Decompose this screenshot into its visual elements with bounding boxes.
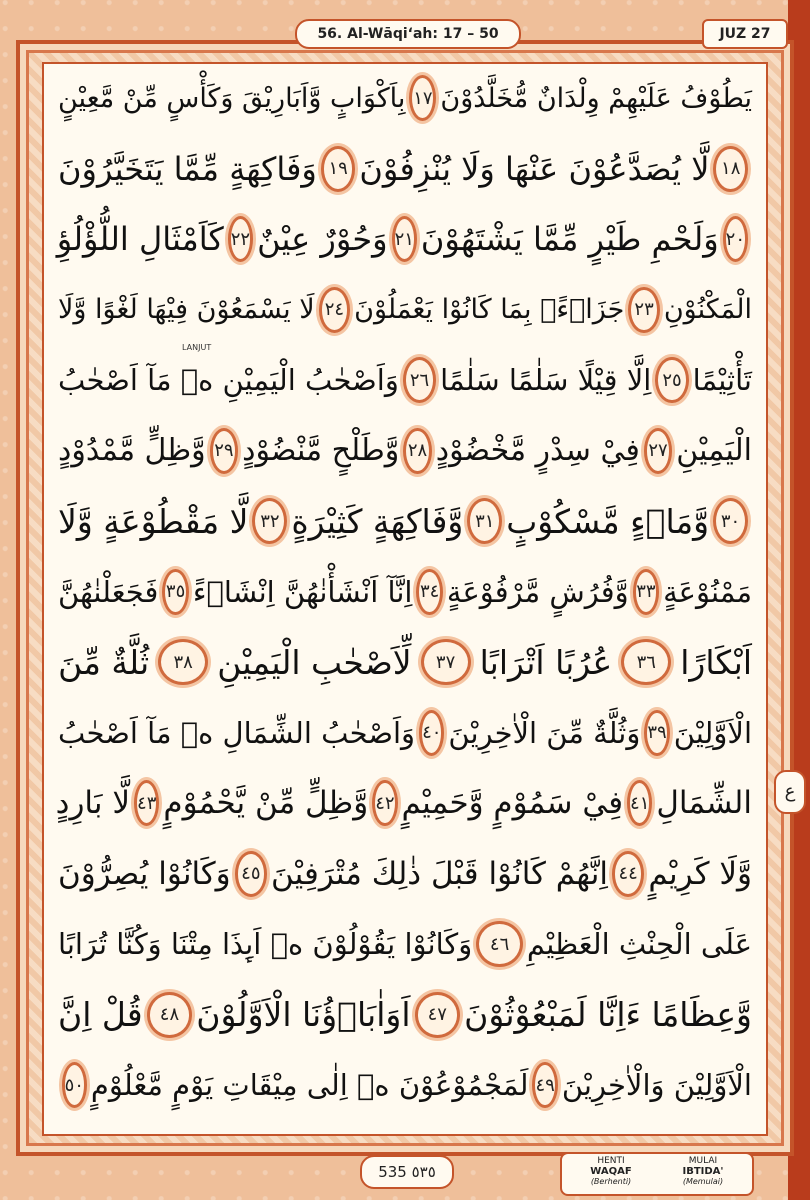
legend-henti: HENTI xyxy=(597,1156,625,1166)
verse-line xyxy=(58,1049,752,1121)
verse-text: عَلَى الْحِنْثِ الْعَظِيْمِ xyxy=(526,927,752,961)
page-number xyxy=(360,1155,454,1189)
ayah-number-marker: ٣٩ xyxy=(644,710,669,756)
verse-text: وَلَحْمِ طَيْرٍ مِّمَّا يَشْتَهُوْنَ xyxy=(420,220,719,258)
verse-text: عُرُبًا اَتْرَابًا xyxy=(479,642,613,682)
legend-waqaf xyxy=(566,1156,656,1186)
ayah-number-marker: ٣٥ xyxy=(162,569,188,615)
verse-text: اَبْكَارًا xyxy=(680,642,752,682)
ayah-number-marker: ٤٢ xyxy=(372,780,397,826)
ayah-number-marker: ٣٣ xyxy=(633,569,659,615)
verse-line xyxy=(58,485,752,557)
ayah-number-marker: ٢٨ xyxy=(403,428,431,474)
ayah-number-marker: ٤٦ xyxy=(476,921,523,967)
verse-line xyxy=(55,767,752,839)
verse-text: كَاَمْثَالِ اللُّؤْلُؤِ xyxy=(56,220,224,258)
page-number-arabic: ٥٣٥ xyxy=(411,1163,436,1181)
verse-text: لَا يَسْمَعُوْنَ فِيْهَا لَغْوًا وَّلَا xyxy=(58,294,315,325)
verse-line xyxy=(58,838,752,910)
verse-text: وَكَانُوْا يَقُوْلُوْنَ ەۙ اَىِٕذَا مِتْنَا وَكُنَّا تُرَابًا xyxy=(58,927,473,961)
ayah-number-marker: ٤٣ xyxy=(134,780,159,826)
verse-text: اِلَّا قِيْلًا سَلٰمًا سَلٰمًا xyxy=(440,363,652,397)
ayah-number-marker: ٢٩ xyxy=(210,428,238,474)
ayah-number-marker: ٣٠ xyxy=(713,498,748,544)
verse-line xyxy=(58,979,752,1051)
ayah-number-marker: ١٨ xyxy=(713,146,748,192)
legend-waqaf-title: WAQAF xyxy=(590,1166,632,1177)
ayah-number-marker: ٣١ xyxy=(467,498,502,544)
verse-line xyxy=(58,697,752,769)
verse-text: جَزَاۤءًۢ بِمَا كَانُوْا يَعْمَلُوْنَ xyxy=(354,294,625,325)
juz-label: JUZ 27 xyxy=(702,19,788,49)
verse-text: وَّفَاكِهَةٍ كَثِيْرَةٍ xyxy=(291,501,464,541)
verse-line xyxy=(58,203,752,275)
ayah-number-marker: ٢٣ xyxy=(628,287,660,333)
ayah-number-marker: ٤٤ xyxy=(612,851,644,897)
ayah-number-marker: ٢١ xyxy=(392,216,417,262)
ayah-number-marker: ٢٧ xyxy=(644,428,672,474)
legend-ibtida-sub: (Memulai) xyxy=(682,1177,724,1186)
verse-line xyxy=(58,274,752,346)
verse-text: اِنَّهُمْ كَانُوْا قَبْلَ ذٰلِكَ مُتْرَفِيْنَ xyxy=(271,855,608,892)
verse-text: بِاَكْوَابٍ وَّاَبَارِيْقَ وَكَأْسٍ مِّنْ مَّعِيْنٍ xyxy=(58,82,406,114)
verse-text: تَأْثِيْمًا xyxy=(692,363,752,397)
ayah-number-marker: ٢٤ xyxy=(319,287,351,333)
ayah-number-marker: ٣٧ xyxy=(421,639,471,685)
ayah-number-marker: ٤٥ xyxy=(235,851,267,897)
verse-text: الْيَمِيْنِ xyxy=(676,433,752,468)
verse-text: وَّلَا كَرِيْمٍ xyxy=(648,855,752,892)
verse-text: وَثُلَّةٌ مِّنَ الْاٰخِرِيْنَ xyxy=(448,715,641,750)
ayah-number-marker: ٣٨ xyxy=(158,639,208,685)
verse-text: لِّاَصْحٰبِ الْيَمِيْنِ xyxy=(217,642,412,682)
legend-ibtida xyxy=(658,1156,748,1186)
verse-text: فِيْ سِدْرٍ مَّخْضُوْدٍ xyxy=(435,433,640,468)
verse-text: وَكَانُوْا يُصِرُّوْنَ xyxy=(58,855,231,892)
legend-waqaf-sub: (Berhenti) xyxy=(590,1177,632,1186)
legend-ibtida-title: IBTIDA' xyxy=(682,1166,724,1177)
verse-text: وَفَاكِهَةٍ مِّمَّا يَتَخَيَّرُوْنَ xyxy=(58,149,317,188)
verse-line xyxy=(58,344,752,416)
legend-mulai: MULAI xyxy=(688,1156,718,1166)
ayah-number-marker: ٢٦ xyxy=(403,357,436,403)
ayah-number-marker: ١٩ xyxy=(321,146,356,192)
verse-text: وَّظِلٍّ مَّمْدُوْدٍ xyxy=(58,433,206,468)
page-number-latin: 535 xyxy=(378,1163,407,1181)
ruku-mark: ع xyxy=(774,770,806,814)
verse-line xyxy=(58,62,752,134)
verse-text: اِنَّآ اَنْشَأْنٰهُنَّ اِنْشَاۤءً xyxy=(192,574,413,609)
verse-text: الْاَوَّلِيْنَ xyxy=(673,715,752,750)
verse-text: وَّظِلٍّ مِّنْ يَّحْمُوْمٍ xyxy=(163,785,369,821)
verse-line xyxy=(58,133,752,205)
ayah-number-marker: ٣٢ xyxy=(252,498,287,544)
verse-text: فَجَعَلْنٰهُنَّ xyxy=(57,574,159,609)
ayah-number-marker: ٤٨ xyxy=(147,992,193,1038)
verse-text: الْمَكْنُوْنِ xyxy=(663,294,752,325)
verse-text: يَطُوْفُ عَلَيْهِمْ وِلْدَانٌ مُّخَلَّدُوْنَ xyxy=(440,82,752,114)
ayah-number-marker: ٢٥ xyxy=(655,357,688,403)
verse-text: فِيْ سَمُوْمٍ وَّحَمِيْمٍ xyxy=(401,785,624,821)
verse-line xyxy=(58,556,752,628)
ayah-number-marker: ٤٠ xyxy=(419,710,444,756)
ayah-number-marker: ٣٦ xyxy=(621,639,671,685)
verse-text: وَّمَاۤءٍ مَّسْكُوْبٍ xyxy=(506,501,710,541)
verse-line xyxy=(58,626,752,698)
verse-text: لَّا مَقْطُوْعَةٍ وَّلَا xyxy=(58,501,249,541)
verse-text: ثُلَّةٌ مِّنَ xyxy=(58,642,150,682)
verse-text: قُلْ اِنَّ xyxy=(58,995,143,1034)
ayah-number-marker: ١٧ xyxy=(409,75,436,121)
verse-text: وَّعِظَامًا ءَاِنَّا لَمَبْعُوْثُوْنَ xyxy=(464,995,752,1034)
verse-text: مَمْنُوْعَةٍ xyxy=(663,574,752,609)
ayah-number-marker: ٤٧ xyxy=(415,992,461,1038)
verse-text: لَّا يُصَدَّعُوْنَ عَنْهَا وَلَا يُنْزِفُوْنَ xyxy=(359,149,710,188)
verse-text: لَمَجْمُوْعُوْنَ ەۙ اِلٰى مِيْقَاتِ يَوْمٍ مَّعْلُوْمٍ xyxy=(90,1068,529,1102)
surah-header: 56. Al-Wāqi‘ah: 17 – 50 xyxy=(295,19,521,49)
verse-line xyxy=(58,908,752,980)
ayah-number-marker: ٢٠ xyxy=(723,216,748,262)
verse-text: وَّفُرُشٍ مَّرْفُوْعَةٍ xyxy=(446,574,629,609)
verse-text: اَوَاٰبَاۤؤُنَا الْاَوَّلُوْنَ xyxy=(196,995,411,1034)
verse-text: وَحُوْرٌ عِيْنٌ xyxy=(257,220,388,258)
ayah-number-marker: ٤٩ xyxy=(532,1062,557,1108)
ayah-number-marker: ٣٤ xyxy=(416,569,442,615)
verse-text: وَّطَلْحٍ مَّنْضُوْدٍ xyxy=(242,433,400,468)
verse-text: وَاَصْحٰبُ الْيَمِيْنِ ەۙ مَآ اَصْحٰبُ xyxy=(58,363,399,397)
lanjut-label: LANJUT xyxy=(182,343,212,352)
verse-text: لَّا بَارِدٍ xyxy=(55,785,131,821)
verse-line xyxy=(58,415,752,487)
verse-text: وَاَصْحٰبُ الشِّمَالِ ەۙ مَآ اَصْحٰبُ xyxy=(58,715,416,750)
verse-text: الشِّمَالِ xyxy=(656,785,752,821)
waqaf-ibtida-legend xyxy=(560,1152,754,1196)
ayah-number-marker: ٤١ xyxy=(627,780,652,826)
ayah-number-marker: ٥٠ xyxy=(62,1062,87,1108)
verse-text: الْاَوَّلِيْنَ وَالْاٰخِرِيْنَ xyxy=(561,1068,752,1102)
ayah-number-marker: ٢٢ xyxy=(228,216,253,262)
